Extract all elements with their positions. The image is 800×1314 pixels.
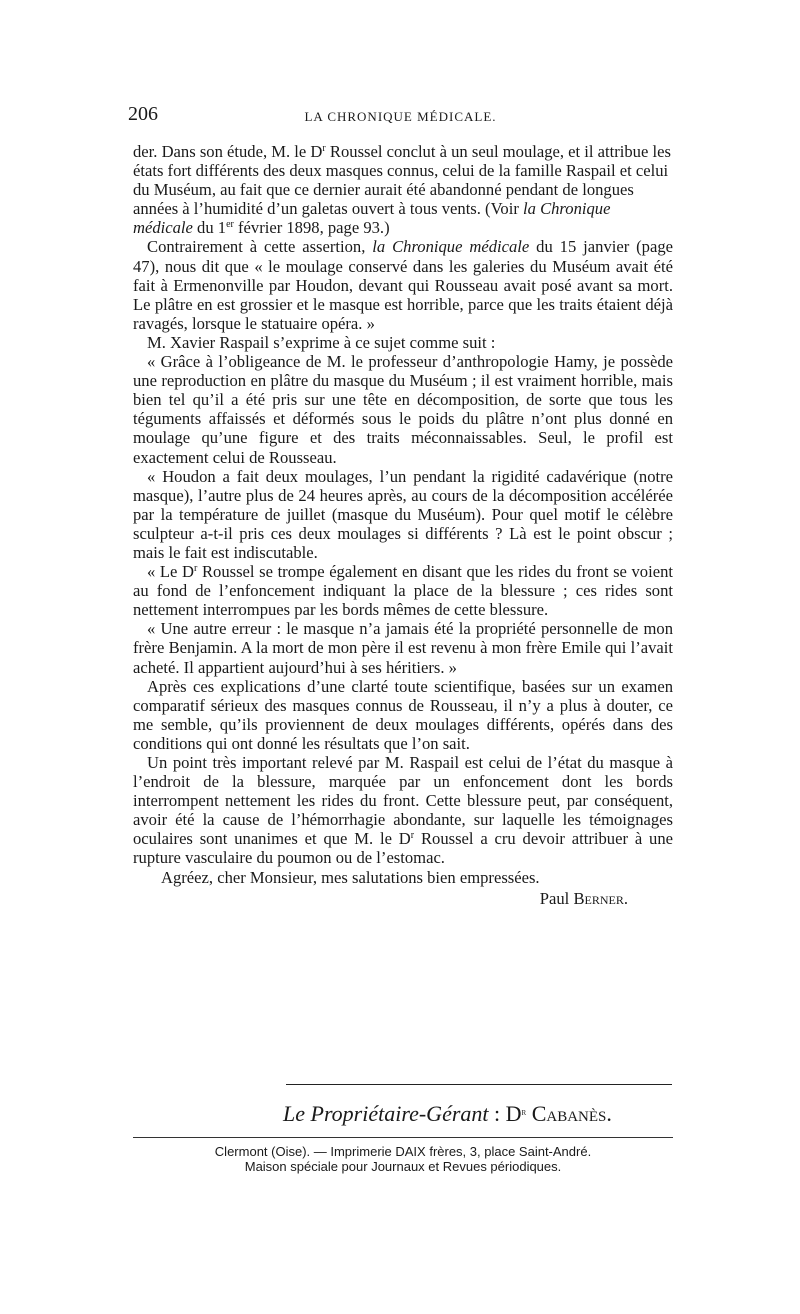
paragraph-10: Agréez, cher Monsieur, mes salutations bien empressées. — [161, 867, 540, 887]
paragraph-4: « Grâce à l’obligeance de M. le professeur d’anthropologie Hamy, je possède une reproduction en plâtre du masque du Muséum ; il est vraiment horrible, mais bien tel qu’il a été pris sur une tête en décomposition, de sorte que tous les téguments affaissés et déformés sous le poids du plâtre n’ont plus donné en moulage qu’une figure et des traits méconnaissables. Seul, le profil est exactement celui de Rousseau. — [133, 352, 673, 467]
superscript: r — [521, 1107, 527, 1118]
paragraph-3: M. Xavier Raspail s’exprime à ce sujet comme suit : — [147, 332, 496, 352]
superscript: r — [410, 830, 415, 842]
text-run: du 1 — [192, 218, 227, 238]
text-run: Roussel a cru devoir attribuer à une rupture vasculaire du poumon ou de l’estomac. — [133, 829, 673, 868]
text-run: du 15 janvier (page 47), nous dit que « le moulage conservé dans les galeries du Muséum avait été fait à Ermenonville par Houdon, devant qui Rousseau avait posé avant sa mort. Le plâtre en est grossier et le masque est horrible, parce que les traits étaient déjà ravagés, lorsque le statuaire opéra. » — [133, 237, 673, 333]
gerant-name: Cabanès. — [526, 1101, 612, 1126]
page-number: 206 — [128, 103, 158, 125]
imprint-line-2: Maison spéciale pour Journaux et Revues périodiques. — [244, 1159, 562, 1174]
imprint-line-1: Clermont (Oise). — Imprimerie DAIX frères, 3, place Saint-André. — [214, 1144, 592, 1159]
gerant-line — [283, 1101, 612, 1127]
paragraph-1 — [133, 142, 673, 237]
paragraph-5: « Houdon a fait deux moulages, l’un pendant la rigidité cadavérique (notre masque), l’autre plus de 24 heures après, au cours de la décomposition accélérée par la température de juillet (masque du Muséum). Pour quel motif le célèbre sculpteur a-t-il pris ces deux moulages si différents ? Là est le point obscur ; mais le fait est indiscutable. — [133, 466, 673, 562]
printer-imprint — [133, 1144, 673, 1174]
bottom-rule — [133, 1137, 673, 1138]
text-run: Roussel conclut à un seul moulage, et il attribue les états fort différents des deux masques connus, celui de la famille Raspail et celui du Muséum, au fait que ce dernier aurait été abandonné pendant de longues années à l’humidité d’un galetas ouvert à tous vents. (Voir — [133, 142, 671, 219]
journal-title: la Chronique médicale — [133, 199, 611, 238]
paragraph-7: « Une autre erreur : le masque n’a jamais été la propriété personnelle de mon frère Benjamin. A la mort de mon père il est revenu à mon frère Emile qui l’avait acheté. Il appartient aujourd’hui à ses héritiers. » — [133, 619, 673, 677]
paragraph-9 — [133, 753, 673, 868]
signature — [133, 889, 673, 908]
text-run: der. Dans son étude, M. le D — [133, 142, 323, 161]
signature-last-name: Berner. — [573, 888, 628, 908]
superscript: er — [226, 219, 234, 231]
running-title: LA CHRONIQUE MÉDICALE. — [304, 109, 497, 124]
superscript: r — [194, 563, 198, 575]
signature-first-name: Paul — [539, 888, 574, 908]
page-header — [128, 103, 673, 131]
article-body — [133, 142, 673, 908]
text-run: Roussel se trompe également en disant que les rides du front se voient au fond de l’enfoncement indiquant la place de la blessure ; ces rides sont nettement interrompues par les bords mêmes de cette blessure. — [133, 562, 673, 620]
top-rule — [286, 1084, 672, 1085]
text-run: « Le D — [147, 562, 195, 582]
journal-title: la Chronique médicale — [372, 237, 530, 257]
paragraph-8: Après ces explications d’une clarté toute scientifique, basées sur un examen comparatif sérieux des masques connus de Rousseau, il n’y a plus à douter, ce me semble, qu’ils proviennent de deux moulages différents, opérés dans des conditions qui ont donné les résultats que l’on sait. — [133, 676, 673, 753]
superscript: r — [322, 143, 326, 154]
gerant-colon: : — [488, 1101, 506, 1126]
text-run: Un point très important relevé par M. Raspail est celui de l’état du masque à l’endroit de la blessure, marquée par un enfoncement dont les bords interrompent nettement les rides du front. Cette blessure peut, par conséquent, avoir été la cause de l’hémorrhagie abondante, sur laquelle les témoignages oculaires sont unanimes et que M. le D — [133, 753, 673, 849]
paragraph-2 — [133, 237, 673, 332]
paragraph-6 — [133, 562, 673, 619]
gerant-label: Le Propriétaire-Gérant — [283, 1101, 489, 1126]
text-run: Contrairement à cette assertion, — [147, 237, 373, 257]
gerant-title: D — [505, 1101, 522, 1126]
text-run: février 1898, page 93.) — [233, 218, 390, 238]
